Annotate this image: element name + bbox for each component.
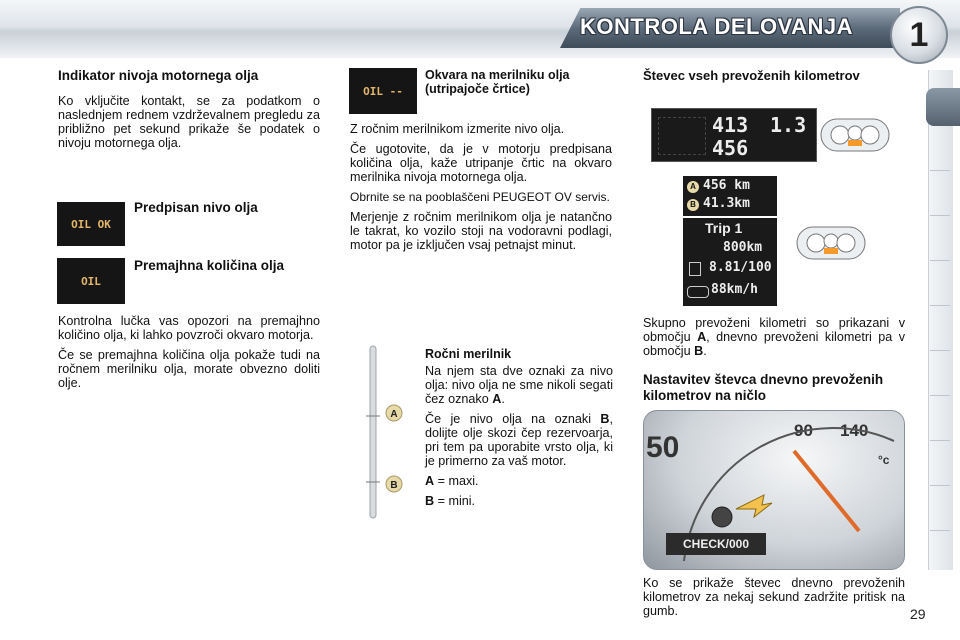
- side-tab-divider: [930, 530, 950, 531]
- arrow-icon: [736, 495, 772, 517]
- oil-ok-label: Predpisan nivo olja: [134, 200, 258, 215]
- odometer-heading: Števec vseh prevoženih kilometrov: [643, 68, 860, 83]
- gauge-label-90: 90: [794, 421, 813, 440]
- dipstick-rod: [370, 346, 376, 518]
- panel-badge-a: A: [687, 181, 699, 193]
- trip-computer-display: [683, 218, 777, 306]
- gauge-label-140: 140: [840, 421, 869, 440]
- oil-ok-display: OIL OK: [57, 202, 125, 246]
- odometer-top-decimal: 1.3: [770, 113, 807, 137]
- oil-low-display: OIL: [57, 258, 125, 304]
- oil-fault-text: [350, 122, 612, 258]
- page-title: KONTROLA DELOVANJA: [580, 14, 853, 39]
- dipstick-heading: Ročni merilnik: [425, 347, 512, 361]
- oil-warning-para-1: Kontrolna lučka vas opozori na premajhno količino olja, ki lahko povzroči okvaro motorja.: [58, 314, 320, 342]
- oil-fault-display: OIL --: [349, 68, 417, 114]
- dipstick-text-1: Na njem sta dve oznaki za nivo olja: nivo olja ne sme nikoli segati čez oznako: [425, 364, 613, 406]
- chapter-number: 1: [890, 6, 948, 64]
- dipstick-badge-b-text: B: [390, 480, 398, 491]
- dashboard-icon: [820, 118, 890, 152]
- panel-badge-b: B: [687, 199, 699, 211]
- dipstick-text: Na njem sta dve oznaki za nivo olja: nivo olja ne sme nikoli segati čez oznako A. Če je nivo olja na oznaki B, dolijte olje skozi čep rezervoarja, pri tem pa uporabite vrsto olja, ki je primerno za vaš motor. A = maxi. B = mini.: [425, 364, 614, 508]
- odometer-bottom-value: 456: [712, 136, 749, 160]
- trip-reset-heading: Nastavitev števca dnevno prevoženih kilometrov na ničlo: [643, 372, 884, 403]
- odometer-top-value: 413: [712, 113, 749, 137]
- oil-warning-para-2: Če se premajhna količina olja pokaže tudi na ročnem merilniku olja, morate obvezno doliti olje.: [58, 348, 320, 390]
- oil-indicator-intro: Ko vključite kontakt, se za podatkom o naslednjem rednem vzdrževalnem pregledu za približno pet sekund prikaže še podatek o nivoju motornega olja.: [58, 94, 320, 150]
- legend-b-value: = mini.: [437, 494, 476, 508]
- trip-reset-text: Ko se prikaže števec dnevno prevoženih kilometrov za nekaj sekund zadržite pritisk na gumb.: [643, 576, 905, 618]
- dipstick-badge-a-text: A: [390, 409, 398, 420]
- dipstick-text-2: Če je nivo olja na oznaki: [425, 412, 591, 426]
- summary-text-2: , dnevno prevoženi kilometri pa v območju: [643, 330, 906, 358]
- dipstick-illustration: [352, 342, 412, 522]
- side-tab-divider: [930, 350, 950, 351]
- panel-b-value: 41.3km: [703, 196, 750, 211]
- trip-consumption: 8.81/100: [709, 260, 772, 275]
- summary-mark-a: A: [697, 330, 707, 344]
- fuel-icon: [689, 262, 701, 276]
- oil-fault-heading: Okvara na merilniku olja (utripajoče črtice): [425, 68, 570, 96]
- oil-warning-text: [58, 314, 320, 396]
- instrument-cluster-photo: [643, 410, 905, 570]
- side-tab-strip: [928, 70, 953, 570]
- page-number: 29: [910, 606, 926, 622]
- gauge-label-50: 50: [646, 431, 680, 464]
- dipstick-text-3: , dolijte olje skozi čep rezervoarja, pri tem pa uporabite vrsto olja, ki je primerno za vaš motor.: [425, 412, 614, 468]
- trip-speed: 88km/h: [711, 282, 758, 297]
- side-tab-divider: [930, 170, 950, 171]
- oil-fault-para-2: Če ugotovite, da je v motorju predpisana količina olja, kaže utripanje črtic na okvaro merilnika nivoja motornega olja.: [350, 142, 612, 184]
- oil-fault-para-1: Z ročnim merilnikom izmerite nivo olja.: [350, 122, 565, 136]
- legend-b-key: B: [425, 494, 435, 508]
- dipstick-text-mark-b: B: [600, 412, 610, 426]
- oil-fault-para-3: Obrnite se na pooblaščeni PEUGEOT OV servis.: [350, 190, 610, 204]
- car-icon: [687, 286, 709, 298]
- oil-low-label: Premajhna količina olja: [134, 258, 285, 273]
- side-tab-active[interactable]: [926, 88, 960, 126]
- summary-mark-b: B: [694, 344, 704, 358]
- check-reset-button[interactable]: CHECK/000: [666, 533, 766, 555]
- side-tab-divider: [930, 485, 950, 486]
- summary-text-1: Skupno prevoženi kilometri so prikazani v območju: [643, 316, 905, 344]
- odometer-segment-area: [658, 117, 706, 155]
- dashboard-icon: [796, 226, 866, 260]
- odometer-display: [651, 108, 817, 162]
- gauge-temp-unit: °c: [878, 453, 890, 467]
- oil-fault-para-4: Merjenje z ročnim merilnikom olja je natančno le takrat, ko vozilo stoji na vodoravni podlagi, motor pa je izključen vsaj petnajst minut.: [350, 210, 612, 252]
- trip-distance: 800km: [723, 240, 763, 255]
- trip-title: Trip 1: [705, 220, 743, 236]
- panel-a-value: 456 km: [703, 178, 750, 193]
- odometer-summary: Skupno prevoženi kilometri so prikazani v območju A, dnevno prevoženi kilometri pa v območju B.: [643, 316, 906, 358]
- legend-a-key: A: [425, 474, 435, 488]
- side-tab-divider: [930, 395, 950, 396]
- oil-indicator-heading: Indikator nivoja motornega olja: [58, 68, 259, 83]
- side-tab-divider: [930, 260, 950, 261]
- odometer-ab-panel: [683, 176, 777, 216]
- side-tab-divider: [930, 440, 950, 441]
- side-tab-divider: [930, 305, 950, 306]
- legend-a-value: = maxi.: [437, 474, 479, 488]
- side-tab-divider: [930, 215, 950, 216]
- dipstick-text-mark-a: A: [492, 392, 502, 406]
